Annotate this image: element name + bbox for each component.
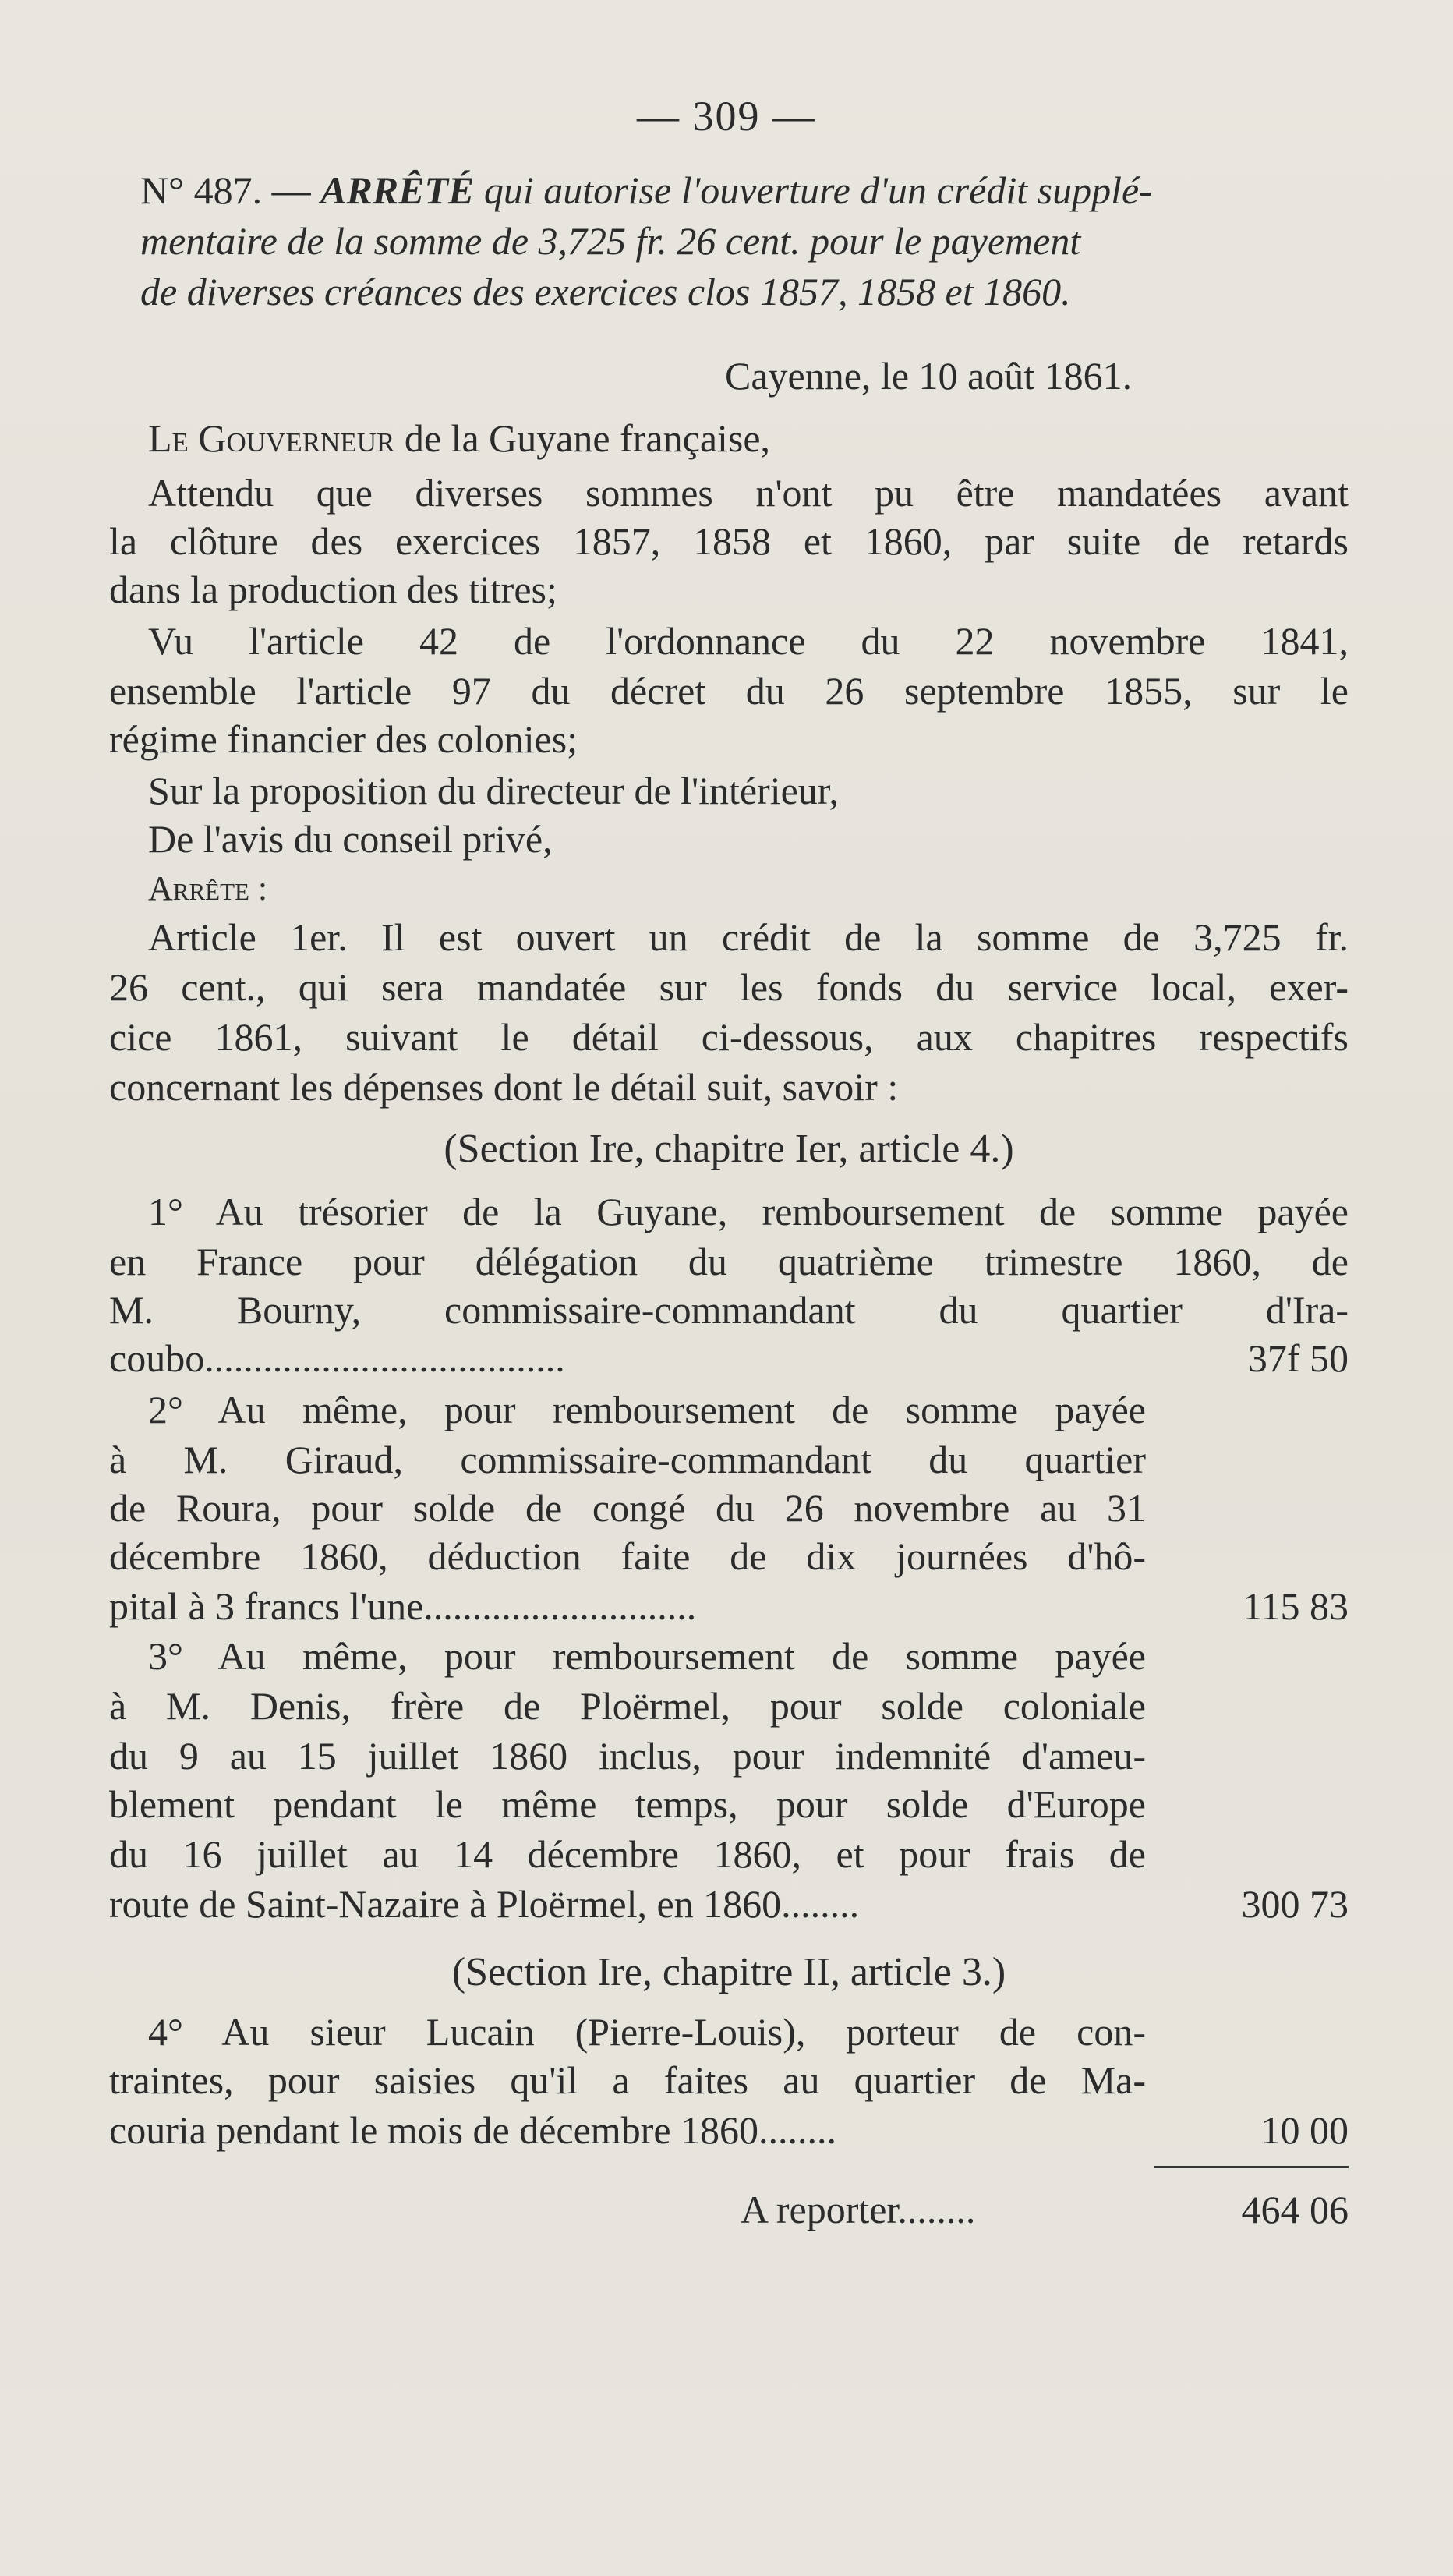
article-line: 26 cent., qui sera mandatée sur les fonds du service local, exer- [109,965,1349,1009]
item-line: du 16 juillet au 14 décembre 1860, et pour frais de [109,1832,1146,1876]
section-heading: (Section Ire, chapitre II, article 3.) [451,1950,1006,1994]
body-line: Vu l'article 42 de l'ordonnance du 22 novembre 1841, [148,619,1349,663]
item-line: en France pour délégation du quatrième trimestre 1860, de [109,1240,1349,1283]
item-line: du 9 au 15 juillet 1860 inclus, pour indemnité d'ameu- [109,1734,1146,1778]
report-amount: 464 06 [1241,2188,1349,2231]
item-line: traintes, pour saisies qu'il a faites au quartier de Ma- [109,2058,1146,2102]
page-number: — 309 — [637,93,816,140]
item-line: M. Bourny, commissaire-commandant du quartier d'Ira- [109,1288,1349,1332]
item-line: coubo..................................... [109,1336,565,1380]
item-line: couria pendant le mois de décembre 1860........ [109,2108,837,2152]
body-line: dans la production des titres; [109,568,557,611]
item-line: 1° Au trésorier de la Guyane, remboursement de somme payée [148,1190,1349,1233]
body-line: Sur la proposition du directeur de l'intérieur, [148,769,839,812]
item-line: à M. Giraud, commissaire-commandant du quartier [109,1438,1146,1481]
item-line: pital à 3 francs l'une............................ [109,1584,697,1628]
item-line: 2° Au même, pour remboursement de somme payée [148,1388,1146,1431]
body-line: ensemble l'article 97 du décret du 26 septembre 1855, sur le [109,669,1349,713]
item-line: 4° Au sieur Lucain (Pierre-Louis), porteur de con- [148,2010,1146,2054]
item-line: à M. Denis, frère de Ploërmel, pour solde coloniale [109,1684,1146,1728]
report-label: A reporter........ [741,2188,976,2231]
place-date: Cayenne, le 10 août 1861. [725,354,1133,398]
body-line: De l'avis du conseil privé, [148,817,553,861]
item-line: décembre 1860, déduction faite de dix journées d'hô- [109,1534,1146,1578]
decree-number: N° 487. [140,168,263,212]
decree-title: N° 487. — ARRÊTÉ qui autorise l'ouverture d'un crédit supplé- mentaire de la somme de 3,725 fr. 26 cent. pour le payement de diverses créances des exercices clos 1857, 1858 et 1860. [140,168,1152,313]
body-line: Attendu que diverses sommes n'ont pu être mandatées avant [148,471,1349,515]
body-line: la clôture des exercices 1857, 1858 et 1860, par suite de retards [109,519,1349,563]
item-line: 3° Au même, pour remboursement de somme payée [148,1634,1146,1678]
item-amount: 300 73 [1241,1882,1349,1926]
body-line: régime financier des colonies; [109,717,578,761]
item-amount: 10 00 [1260,2108,1349,2152]
item-line: route de Saint-Nazaire à Ploërmel, en 1860........ [109,1882,860,1926]
total-rule [1154,2166,1349,2168]
governor-line: Le Gouverneur de la Guyane française, [148,416,771,460]
article-line: cice 1861, suivant le détail ci-dessous, aux chapitres respectifs [109,1015,1349,1059]
decree-keyword: ARRÊTÉ [320,168,475,212]
item-amount: 37f 50 [1247,1336,1349,1380]
item-line: blement pendant le même temps, pour solde d'Europe [109,1782,1146,1826]
item-line: de Roura, pour solde de congé du 26 novembre au 31 [109,1486,1146,1530]
item-amount: 115 83 [1243,1584,1349,1628]
arrete-label: Arrête : [148,869,268,908]
article-line: concernant les dépenses dont le détail suit, savoir : [109,1065,899,1109]
section-heading: (Section Ire, chapitre Ier, article 4.) [444,1127,1014,1171]
article-line: Article 1er. Il est ouvert un crédit de la somme de 3,725 fr. [148,915,1349,959]
